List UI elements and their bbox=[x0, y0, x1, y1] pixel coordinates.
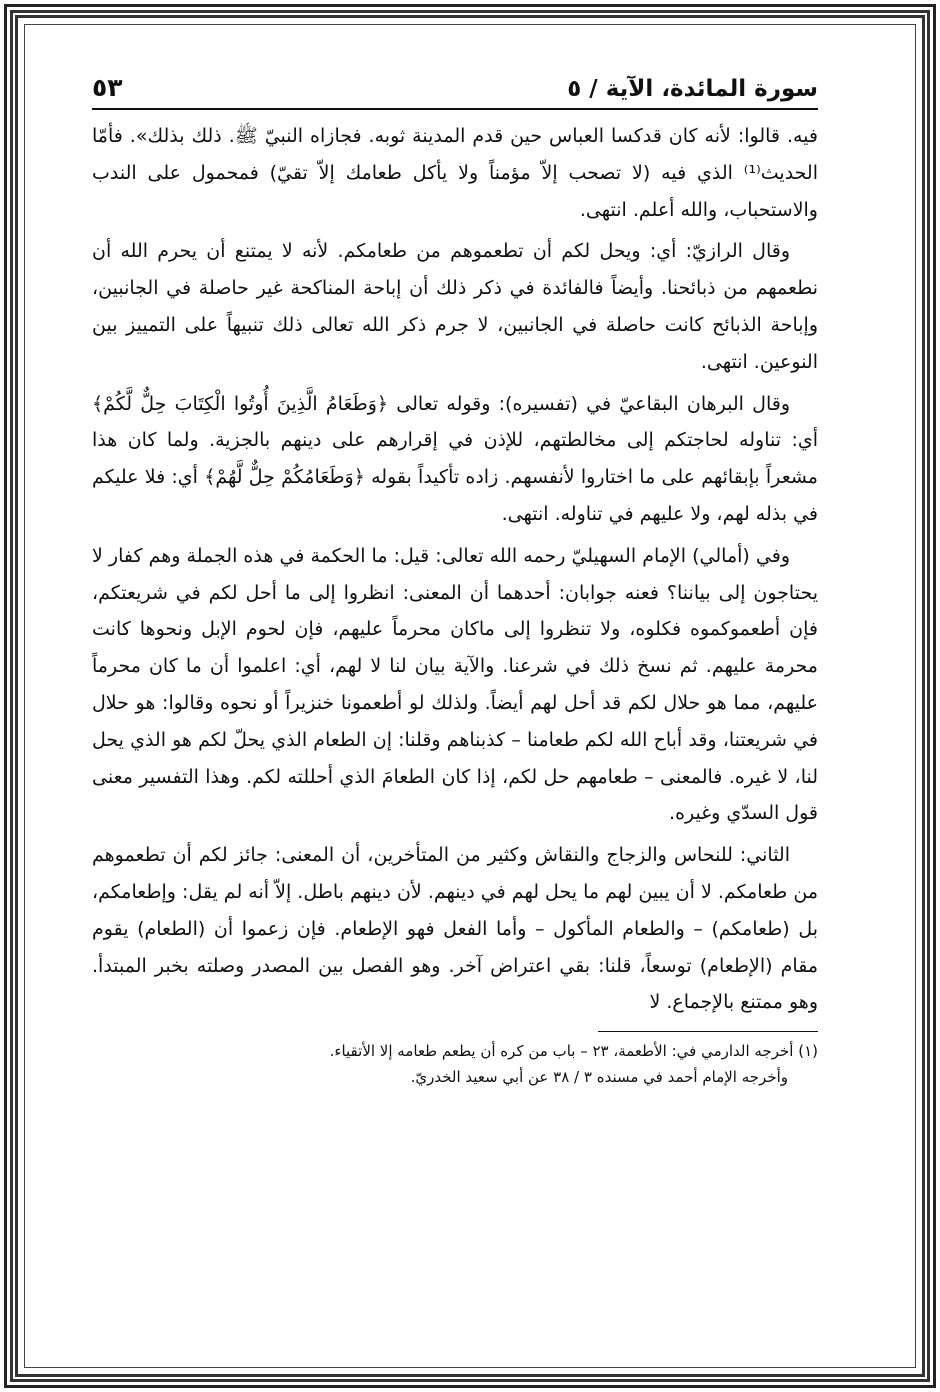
paragraph-4: وفي (أمالي) الإمام السهيليّ رحمه الله تعالى: قيل: ما الحكمة في هذه الجملة وهم كفار لا يحتاجون إلى بياننا؟ فعنه جوابان: أحدهما أن المعنى: انظروا إلى ما أحل لكم في شريعتكم، فإن أطعموكموه فكلوه، ولا تنظروا إلى ماكان محرماً عليهم، فإن لحوم الإبل ونحوها كانت محرمة عليهم. ثم نسخ ذلك في شرعنا. والآية بيان لنا لا لهم، أي: اعلموا أن ما كان محرماً عليهم، مما هو حلال لكم قد أحل لهم أيضاً. ولذلك لو أطعمونا خنزيراً أو نحوه وقالوا: هو حلال في شريعتنا، وقد أباح الله لكم طعامنا – كذبناهم وقلنا: إن الطعام الذي يحلّ لكم هو الذي يحل لنا، لا غيره. فالمعنى – طعامهم حل لكم، إذا كان الطعامَ الذي أحللته لكم. وهذا التفسير معنى قول السدّي وغيره. bbox=[92, 544, 818, 825]
paragraph-3: وقال البرهان البقاعيّ في (تفسيره): وقوله تعالى ﴿وَطَعَامُ الَّذِينَ أُوتُوا الْكِتَابَ حِلٌّ لَّكُمْ﴾ أي: تناوله لحاجتكم إلى مخالطتهم، للإذن في إقرارهم على دينهم بالجزية. ولما كان هذا مشعراً بإبقائهم على ما اختاروا لأنفسهم. زاده تأكيداً بقوله ﴿وَطَعَامُكُمْ حِلٌّ لَّهُمْ﴾ أي: فلا عليكم في بذله لهم، ولا عليهم في تناوله. انتهى. bbox=[92, 392, 818, 525]
paragraph-5: الثاني: للنحاس والزجاج والنقاش وكثير من المتأخرين، أن المعنى: جائز لكم أن تطعموهم من طعامكم. لا أن يبين لهم ما يحل لهم في دينهم. لأن دينهم باطل. إلاّ أنه لم يقل: وإطعامكم، بل (طعامكم) – والطعام المأكول – وأما الفعل فهو الإطعام. فإن زعموا أن (الطعام) يقوم مقام (الإطعام) توسعاً، قلنا: بقي اعتراض آخر. وهو الفصل بين المصدر وصلته بخبر المبتدأ. وهو ممتنع بالإجماع. لا bbox=[92, 844, 818, 1014]
footnote-rule bbox=[598, 1031, 818, 1032]
paragraph-1: فيه. قالوا: لأنه كان قدكسا العباس حين قدم المدينة ثوبه. فجازاه النبيّ ﷺ. ذلك بذلك». فأمّا الحديث⁽¹⁾ الذي فيه (لا تصحب إلاّ مؤمناً ولا يأكل طعامك إلاّ تقيّ) فمحمول على الندب والاستحباب، والله أعلم. انتهى. bbox=[92, 125, 818, 221]
body-text bbox=[92, 118, 818, 1021]
footnotes bbox=[92, 1038, 818, 1090]
paragraph-2: وقال الرازيّ: أي: ويحل لكم أن تطعموهم من طعامكم. لأنه لا يمتنع أن يحرم الله أن نطعمهم من ذبائحنا. وأيضاً فالفائدة في ذكر ذلك أن إباحة المناكحة غير حاصلة في الجانبين، وإباحة الذبائح كانت حاصلة في الجانبين، لا جرم ذكر الله تعالى ذلك تنبيهاً على التمييز بين النوعين. انتهى. bbox=[92, 240, 818, 373]
page-header bbox=[92, 56, 818, 102]
header-rule bbox=[92, 108, 818, 110]
footnote-1: (١) أخرجه الدارمي في: الأطعمة، ٢٣ – باب من كره أن يطعم طعامه إلا الأتقياء. bbox=[329, 1042, 818, 1061]
running-title: سورة المائدة، الآية / ٥ bbox=[567, 76, 818, 102]
footnote-1-continuation: وأخرجه الإمام أحمد في مسنده ٣ / ٣٨ عن أبي سعيد الخدريّ. bbox=[410, 1068, 788, 1087]
book-page bbox=[92, 56, 818, 1346]
page-number: ٥٣ bbox=[92, 73, 123, 102]
